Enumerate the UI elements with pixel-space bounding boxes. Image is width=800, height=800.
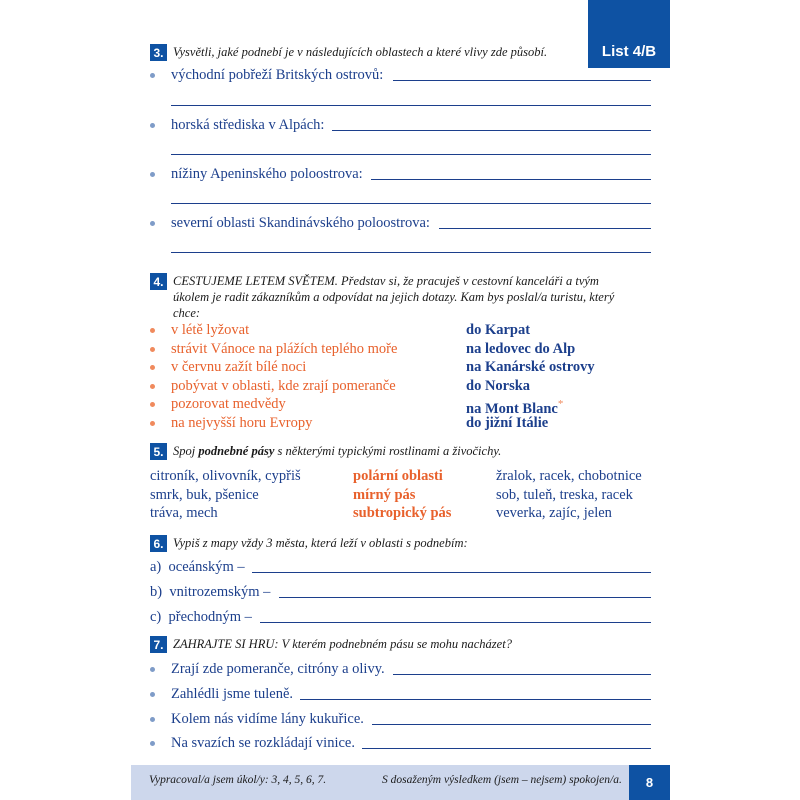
task-7-number: 7. [150, 636, 167, 653]
answer-line[interactable] [393, 674, 651, 675]
plants-item: citroník, olivovník, cypřiš [150, 468, 301, 484]
task-5-instruction-start: Spoj [173, 444, 199, 458]
task-5-instruction-end: s některými typickými rostlinami a živočichy. [274, 444, 502, 458]
task-3-item-1: východní pobřeží Britských ostrovů: [171, 67, 384, 83]
task-3-number: 3. [150, 44, 167, 61]
destination-item: na Kanárské ostrovy [466, 359, 595, 375]
task-5-number: 5. [150, 443, 167, 460]
bullet [150, 123, 155, 128]
answer-line[interactable] [171, 105, 651, 106]
plants-item: smrk, buk, pšenice [150, 487, 259, 503]
bullet [150, 172, 155, 177]
animals-item: sob, tuleň, treska, racek [496, 487, 633, 503]
page-number: 8 [629, 765, 670, 800]
destination-item: do Karpat [466, 322, 531, 338]
task-3-item-2: horská střediska v Alpách: [171, 117, 325, 133]
wish-item: pozorovat medvědy [171, 396, 286, 412]
task-3-instruction: Vysvětli, jaké podnebí je v následujících oblastech a které vlivy zde působí. [173, 45, 548, 59]
bullet [150, 692, 155, 697]
wish-item: strávit Vánoce na plážích teplého moře [171, 341, 398, 357]
animals-item: veverka, zajíc, jelen [496, 505, 612, 521]
wish-item: v červnu zažít bílé noci [171, 359, 307, 375]
climate-zone: subtropický pás [353, 505, 452, 521]
task-7-item-3: Kolem nás vidíme lány kukuřice. [171, 711, 364, 727]
wish-item: v létě lyžovat [171, 322, 250, 338]
answer-line[interactable] [362, 748, 651, 749]
task-7-item-4: Na svazích se rozkládají vinice. [171, 735, 355, 751]
footer-bar [131, 765, 629, 800]
footer-tasks-done: Vypracoval/a jsem úkol/y: 3, 4, 5, 6, 7. [149, 774, 327, 786]
animals-item: žralok, racek, chobotnice [496, 468, 642, 484]
task-5-instruction-bold: podnebné pásy [198, 444, 275, 458]
answer-line[interactable] [300, 699, 651, 700]
destination-item: do jižní Itálie [466, 415, 549, 431]
bullet [150, 717, 155, 722]
task-6-instruction: Vypiš z mapy vždy 3 města, která leží v oblasti s podnebím: [173, 536, 468, 550]
task-4-instruction-line-1: CESTUJEME LETEM SVĚTEM. Představ si, že pracuješ v cestovní kanceláři a tvým [173, 274, 599, 288]
task-3-item-3: nížiny Apeninského poloostrova: [171, 166, 363, 182]
bullet [150, 402, 155, 407]
answer-line[interactable] [371, 179, 651, 180]
answer-line[interactable] [252, 572, 651, 573]
worksheet-tag: List 4/B [588, 0, 670, 68]
bullet [150, 347, 155, 352]
task-7-item-2: Zahlédli jsme tuleně. [171, 686, 294, 702]
task-3-item-4: severní oblasti Skandinávského poloostrova: [171, 215, 430, 231]
climate-zone: mírný pás [353, 487, 416, 503]
answer-line[interactable] [332, 130, 651, 131]
plants-item: tráva, mech [150, 505, 218, 521]
answer-line[interactable] [171, 154, 651, 155]
footer-satisfaction: S dosaženým výsledkem (jsem – nejsem) spokojen/a. [382, 774, 622, 786]
task-6-item-a: a) oceánským – [150, 559, 245, 575]
task-5-instruction [173, 443, 501, 459]
answer-line[interactable] [279, 597, 651, 598]
destination-item: na ledovec do Alp [466, 341, 576, 357]
answer-line[interactable] [372, 724, 651, 725]
destination-text: na Mont Blanc [466, 400, 558, 417]
destination-item: do Norska [466, 378, 531, 394]
task-4-instruction-line-3: chce: [173, 306, 201, 320]
bullet [150, 384, 155, 389]
task-6-number: 6. [150, 535, 167, 552]
task-7-instruction: ZAHRAJTE SI HRU: V kterém podnebném pásu se mohu nacházet? [173, 637, 512, 651]
task-7-item-1: Zrají zde pomeranče, citróny a olivy. [171, 661, 385, 677]
answer-line[interactable] [260, 622, 651, 623]
answer-line[interactable] [171, 203, 651, 204]
bullet [150, 365, 155, 370]
wish-item: na nejvyšší horu Evropy [171, 415, 313, 431]
bullet [150, 667, 155, 672]
task-6-item-c: c) přechodným – [150, 609, 252, 625]
bullet [150, 421, 155, 426]
task-4-instruction-line-2: úkolem je radit zákazníkům a odpovídat na jejich dotazy. Kam bys poslal/a turistu, který [173, 290, 615, 304]
bullet [150, 73, 155, 78]
bullet [150, 741, 155, 746]
climate-zone: polární oblasti [353, 468, 443, 484]
bullet [150, 328, 155, 333]
task-4-number: 4. [150, 273, 167, 290]
footnote-asterisk: * [557, 398, 564, 410]
task-6-item-b: b) vnitrozemským – [150, 584, 271, 600]
bullet [150, 221, 155, 226]
wish-item: pobývat v oblasti, kde zrají pomeranče [171, 378, 396, 394]
answer-line[interactable] [393, 80, 651, 81]
answer-line[interactable] [171, 252, 651, 253]
answer-line[interactable] [439, 228, 651, 229]
